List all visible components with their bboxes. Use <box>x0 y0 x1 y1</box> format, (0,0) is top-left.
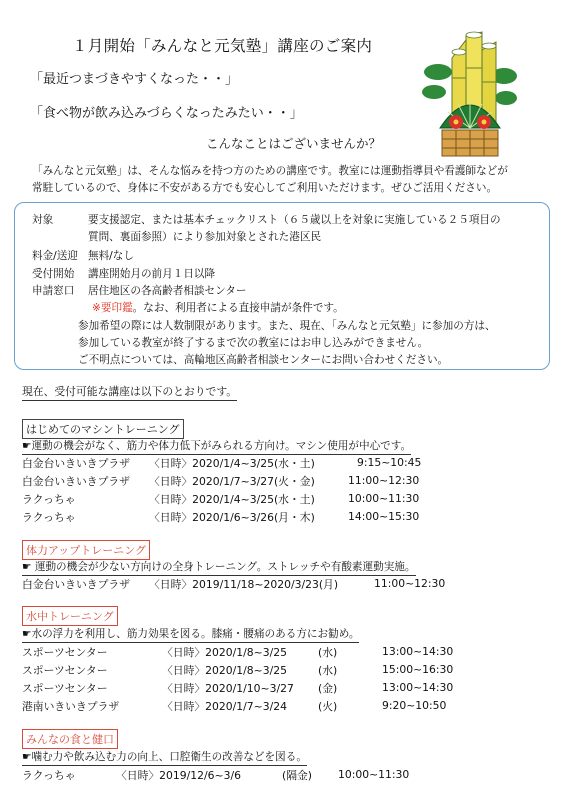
session-time: 9:15~10:45 <box>357 456 422 469</box>
session-venue: ラクっちゃ <box>22 511 76 524</box>
target-label: 対象 <box>32 214 54 226</box>
session-time: 13:00~14:30 <box>382 681 454 694</box>
session-time: 14:00~15:30 <box>348 510 420 523</box>
session-venue: ラクっちゃ <box>22 493 76 506</box>
page-title: １月開始「みんなと元気塾」講座のご案内 <box>72 37 373 55</box>
concern-quote-1: 「最近つまづきやすくなった・・」 <box>30 72 239 87</box>
session-dates: 〈日時〉2020/1/4~3/25(水・土) <box>149 493 315 506</box>
intro-line-1: 「みんなと元気塾」は、そんな悩みを持つ方のための講座です。教室には運動指導員や看護師などが <box>32 165 508 177</box>
window-label: 申請窓口 <box>32 285 75 297</box>
session-time: 10:00~11:30 <box>348 492 420 505</box>
session-venue: ラクっちゃ <box>22 769 76 782</box>
notice-line-1: 参加希望の際には人数制限があります。また、現在、「みんなと元気塾」に参加の方は、 <box>78 320 496 332</box>
session-time: 10:00~11:30 <box>338 768 410 781</box>
session-time: 13:00~14:30 <box>382 645 454 658</box>
course-description: ☛ 運動の機会が少ない方向けの全身トレーニング。ストレッチや有酸素運動実施。 <box>22 559 416 576</box>
session-venue: 白金台いきいきプラザ <box>22 578 130 591</box>
session-dates: 〈日時〉2019/12/6~3/6 <box>116 769 241 782</box>
session-venue: スポーツセンター <box>22 646 108 659</box>
session-venue: 白金台いきいきプラザ <box>22 457 130 470</box>
session-dates: 〈日時〉2020/1/7~3/24 <box>162 700 287 713</box>
session-dates: 〈日時〉2020/1/4~3/25(水・土) <box>149 457 315 470</box>
fee-label: 料金/送迎 <box>32 250 78 262</box>
session-time: 11:00~12:30 <box>348 474 420 487</box>
session-dates: 〈日時〉2019/11/18~2020/3/23(月) <box>149 578 339 591</box>
session-day: (水) <box>318 664 338 677</box>
session-day: (火) <box>318 700 338 713</box>
session-day: (金) <box>318 682 338 695</box>
notice-line-2: 参加している教室が終了するまで次の教室にはお申し込みができません。 <box>78 337 429 349</box>
session-dates: 〈日時〉2020/1/7~3/27(火・金) <box>149 475 315 488</box>
course-description: ☛水の浮力を利用し、筋力効果を図る。膝痛・腰痛のある方にお勧め。 <box>22 626 359 643</box>
kadomatsu-icon <box>422 30 518 158</box>
seal-note-line <box>92 300 344 315</box>
seal-required-note: ※要印鑑 <box>92 302 133 314</box>
target-value-2: 質問、裏面参照）により参加対象とされた港区民 <box>88 231 322 243</box>
course-description: ☛噛む力や飲み込む力の向上、口腔衛生の改善などを図る。 <box>22 749 307 766</box>
direct-application-note: 。なお、利用者による直接申請が条件です。 <box>132 302 344 314</box>
question-line: こんなことはございませんか？ <box>206 136 382 151</box>
available-courses-note: 現在、受付可能な講座は以下のとおりです。 <box>22 384 237 401</box>
session-time: 11:00~12:30 <box>374 577 446 590</box>
target-value-1: 要支援認定、または基本チェックリスト（６５歳以上を対象に実施している２５項目の <box>88 214 501 226</box>
fee-value: 無料/なし <box>88 250 134 262</box>
start-label: 受付開始 <box>32 268 75 280</box>
course-title-machine: はじめてのマシントレーニング <box>22 419 184 439</box>
session-dates: 〈日時〉2020/1/8~3/25 <box>162 646 287 659</box>
session-day: (水) <box>318 646 338 659</box>
session-time: 15:00~16:30 <box>382 663 454 676</box>
window-value: 居住地区の各高齢者相談センター <box>88 285 247 297</box>
session-day: (隔金) <box>282 769 313 782</box>
session-venue: スポーツセンター <box>22 664 108 677</box>
concern-quote-2: 「食べ物が飲み込みづらくなったみたい・・」 <box>30 106 303 121</box>
session-venue: 港南いきいきプラザ <box>22 700 120 713</box>
session-time: 9:20~10:50 <box>382 699 447 712</box>
session-dates: 〈日時〉2020/1/8~3/25 <box>162 664 287 677</box>
session-venue: スポーツセンター <box>22 682 108 695</box>
session-venue: 白金台いきいきプラザ <box>22 475 130 488</box>
session-dates: 〈日時〉2020/1/10~3/27 <box>162 682 294 695</box>
course-title-oral-health: みんなの食と健口 <box>22 729 118 749</box>
intro-line-2: 常駐しているので、身体に不安がある方でも安心してご利用いただけます。ぜひご活用ください。 <box>32 182 498 194</box>
session-dates: 〈日時〉2020/1/6~3/26(月・木) <box>149 511 315 524</box>
notice-line-3: ご不明点については、高輪地区高齢者相談センターにお問い合わせください。 <box>78 354 449 366</box>
course-description: ☛運動の機会がなく、筋力や体力低下がみられる方向け。マシン使用が中心です。 <box>22 438 411 455</box>
course-title-aqua: 水中トレーニング <box>22 606 118 626</box>
course-title-fitness: 体力アップトレーニング <box>22 540 150 560</box>
start-value: 講座開始月の前月１日以降 <box>88 268 216 280</box>
